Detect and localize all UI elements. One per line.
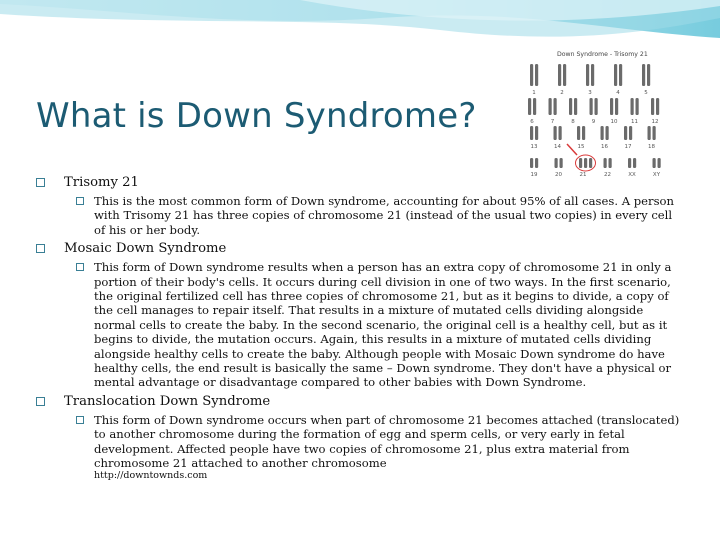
bullet-text: This form of Down syndrome occurs when part of chromosome 21 becomes attached (translocated) to another chromosome during the formation of egg and sperm cells, or very early in fetal development. Affected people have two copies of chromosome 21, plus extra material from chromosome 21 attached to another chromosome [94, 412, 680, 471]
chromosome-label: 3 [588, 90, 592, 96]
chromosome-label: 8 [571, 119, 575, 125]
chromosome-icon [636, 98, 639, 115]
chromosome-label: 13 [530, 144, 538, 150]
bullet-heading: Translocation Down Syndrome [64, 393, 271, 409]
chromosome-icon [614, 64, 617, 86]
chromosome-icon [610, 98, 613, 115]
chromosome-label: XX [628, 172, 636, 178]
bullet-text: This form of Down syndrome results when a person has an extra copy of chromosome 21 in only a portion of their body's cells. It occurs during cell division in one of two ways. In the first scenario, the original fertilized cell has three copies of chromosome 21, but as it begins to divide, a copy of the cell manages to repair itself. That results in a mixture of mutated cells dividing alongside normal cells to create the baby. In the second scenario, the original cell is a healthy cell, but as it begins to divide, the mutation occurs. Again, this results in a mixture of mutated cells dividing alongside healthy cells to create the baby. Although people with Mosaic Down syndrome do have healthy cells, the end result is basically the same – Down syndrome. They don't have a physical or mental advantage or disadvantage compared to other babies with Down Syndrome. [94, 260, 672, 390]
chromosome-icon [647, 64, 650, 86]
chromosome-label: 15 [577, 144, 585, 150]
sub-bullet-mosaic [28, 260, 684, 390]
chromosome-icon [590, 98, 593, 115]
highlight-arrow-icon [567, 144, 577, 155]
chromosome-label: XY [652, 172, 661, 178]
chromosome-label: 18 [648, 144, 655, 150]
chromosome-icon [563, 64, 566, 86]
chromosome-icon [656, 98, 659, 115]
chromosome-label: 19 [530, 172, 538, 178]
chromosome-label: 7 [550, 119, 555, 125]
bullet-square-icon [36, 244, 45, 253]
extra-chromosome-icon [589, 158, 592, 168]
chromosome-label: 14 [554, 144, 561, 150]
chromosome-icon [560, 158, 563, 168]
chromosome-icon [535, 126, 538, 140]
chromosome-icon [559, 126, 562, 140]
chromosome-icon [579, 158, 582, 168]
chromosome-icon [601, 126, 604, 140]
chromosome-icon [653, 126, 656, 140]
bullet-heading: Trisomy 21 [64, 175, 139, 190]
chromosome-label: 4 [616, 90, 620, 96]
chromosome-icon [633, 158, 636, 168]
chromosome-label: 21 [579, 172, 587, 178]
chromosome-icon [642, 64, 645, 86]
chromosome-label: 2 [560, 90, 564, 96]
chromosome-label: 5 [644, 90, 648, 96]
sub-bullet-translocation [28, 413, 684, 481]
chromosome-icon [615, 98, 618, 115]
chromosome-label: 11 [631, 119, 638, 125]
chromosome-icon [609, 158, 612, 168]
chromosome-icon [584, 158, 587, 168]
chromosome-icon [555, 158, 558, 168]
chromosome-icon [549, 98, 552, 115]
chromosome-label: 1 [532, 90, 536, 96]
chromosome-icon [530, 126, 533, 140]
chromosome-icon [624, 126, 627, 140]
bullet-translocation [28, 393, 684, 410]
chromosome-label: 12 [651, 119, 659, 125]
chromosome-label: 9 [591, 119, 596, 125]
chromosome-icon [530, 64, 533, 86]
chromosome-icon [554, 126, 557, 140]
chromosome-icon [577, 126, 580, 140]
chromosome-icon [595, 98, 598, 115]
bullet-square-icon [36, 178, 45, 187]
chromosome-icon [574, 98, 577, 115]
chromosome-icon [591, 64, 594, 86]
chromosome-icon [582, 126, 585, 140]
chromosome-icon [653, 158, 656, 168]
chromosome-icon [535, 158, 538, 168]
chromosome-label: 6 [530, 119, 534, 125]
chromosome-icon [628, 158, 631, 168]
chromosome-label: 20 [555, 172, 562, 178]
chromosome-icon [629, 126, 632, 140]
bullet-text: This is the most common form of Down syndrome, accounting for about 95% of all cases. A person with Trisomy 21 has three copies of chromosome 21 (instead of the usual two copies) in every cell of his or her body. [94, 194, 674, 237]
bullet-square-icon [36, 397, 45, 406]
chromosome-label: 22 [604, 172, 611, 178]
chromosome-icon [604, 158, 607, 168]
chromosome-icon [530, 158, 533, 168]
chromosome-icon [569, 98, 572, 115]
bullet-mosaic [28, 240, 684, 257]
chromosome-icon [619, 64, 622, 86]
chromosome-icon [651, 98, 654, 115]
bullet-square-icon [76, 197, 84, 205]
chromosome-icon [658, 158, 661, 168]
chromosome-icon [648, 126, 651, 140]
chromosome-icon [558, 64, 561, 86]
chromosome-icon [554, 98, 557, 115]
sub-bullet-trisomy-21 [28, 194, 684, 237]
chromosome-icon [606, 126, 609, 140]
chromosome-label: 17 [624, 144, 632, 150]
chromosome-label: 16 [601, 144, 608, 150]
chromosome-icon [535, 64, 538, 86]
bullet-trisomy-21 [28, 174, 684, 191]
slide-title: What is Down Syndrome? [36, 96, 477, 136]
bullet-list [28, 172, 684, 484]
karyotype-caption: Down Syndrome - Trisomy 21 [557, 51, 648, 58]
bullet-heading: Mosaic Down Syndrome [64, 241, 227, 257]
bullet-square-icon [76, 263, 84, 271]
source-link[interactable]: http://downtownds.com [94, 469, 208, 481]
chromosome-icon [533, 98, 536, 115]
bullet-square-icon [76, 416, 84, 424]
chromosome-icon [586, 64, 589, 86]
chromosome-icon [528, 98, 531, 115]
chromosome-label: 10 [610, 119, 618, 125]
chromosome-icon [631, 98, 634, 115]
